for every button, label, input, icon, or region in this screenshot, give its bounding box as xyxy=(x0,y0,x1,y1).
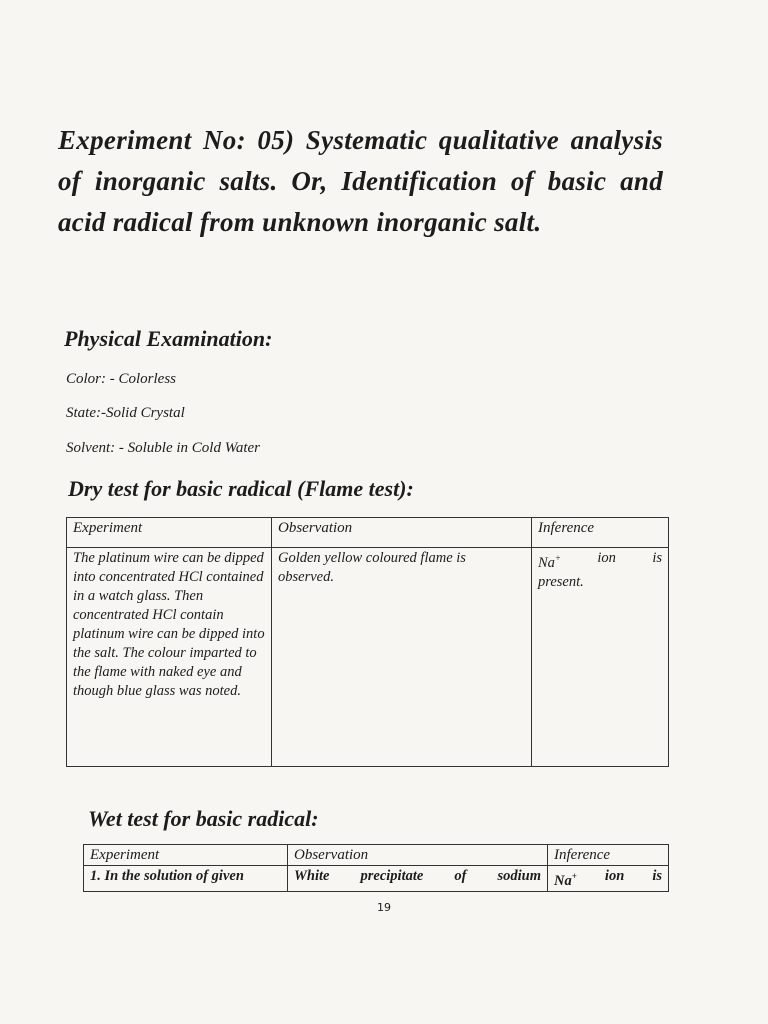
physical-examination-heading: Physical Examination: xyxy=(64,326,273,351)
solvent-property: Solvent: - Soluble in Cold Water xyxy=(66,440,261,456)
wet-inference-cell xyxy=(548,866,669,892)
table-row xyxy=(84,866,669,892)
header-observation: Observation xyxy=(272,518,532,548)
header-inference: Inference xyxy=(532,518,669,548)
experiment-title: Experiment No: 05) Systematic qualitative analysis of inorganic salts. Or, Identification of basic and acid radical from unknown inorganic salt. xyxy=(58,125,663,237)
inference-rest: present. xyxy=(538,573,584,590)
is-word: is xyxy=(652,868,662,884)
state-property: State:-Solid Crystal xyxy=(66,405,185,421)
dry-observation-cell: Golden yellow coloured flame is observed. xyxy=(272,547,532,766)
ion-symbol: Na xyxy=(538,554,555,571)
header-experiment: Experiment xyxy=(67,518,272,548)
table-row xyxy=(67,547,669,766)
table-header-row xyxy=(84,845,669,866)
dry-experiment-cell: The platinum wire can be dipped into concentrated HCl contained in a watch glass. Then concentrated HCl contain platinum wire can be dipped into the salt. The colour imparted to the flame with naked eye and though blue glass was noted. xyxy=(67,547,272,766)
dry-test-table xyxy=(66,517,669,767)
ion-symbol: Na xyxy=(554,872,572,889)
ion-word: ion xyxy=(597,549,616,566)
header-observation: Observation xyxy=(288,845,548,866)
is-word: is xyxy=(652,549,662,566)
table-header-row xyxy=(67,518,669,548)
wet-test-heading: Wet test for basic radical: xyxy=(88,806,319,831)
color-property: Color: - Colorless xyxy=(66,371,177,387)
wet-experiment-cell: 1. In the solution of given xyxy=(84,866,288,892)
ion-charge: + xyxy=(571,871,577,881)
ion-charge: + xyxy=(554,552,561,563)
page-number: 19 xyxy=(377,901,391,914)
header-inference: Inference xyxy=(548,845,669,866)
dry-test-heading: Dry test for basic radical (Flame test): xyxy=(68,476,414,501)
dry-inference-cell xyxy=(532,547,669,766)
ion-word: ion xyxy=(604,868,625,884)
header-experiment: Experiment xyxy=(84,845,288,866)
wet-test-table xyxy=(83,844,669,892)
wet-observation-cell: White precipitate of sodium xyxy=(288,866,548,892)
